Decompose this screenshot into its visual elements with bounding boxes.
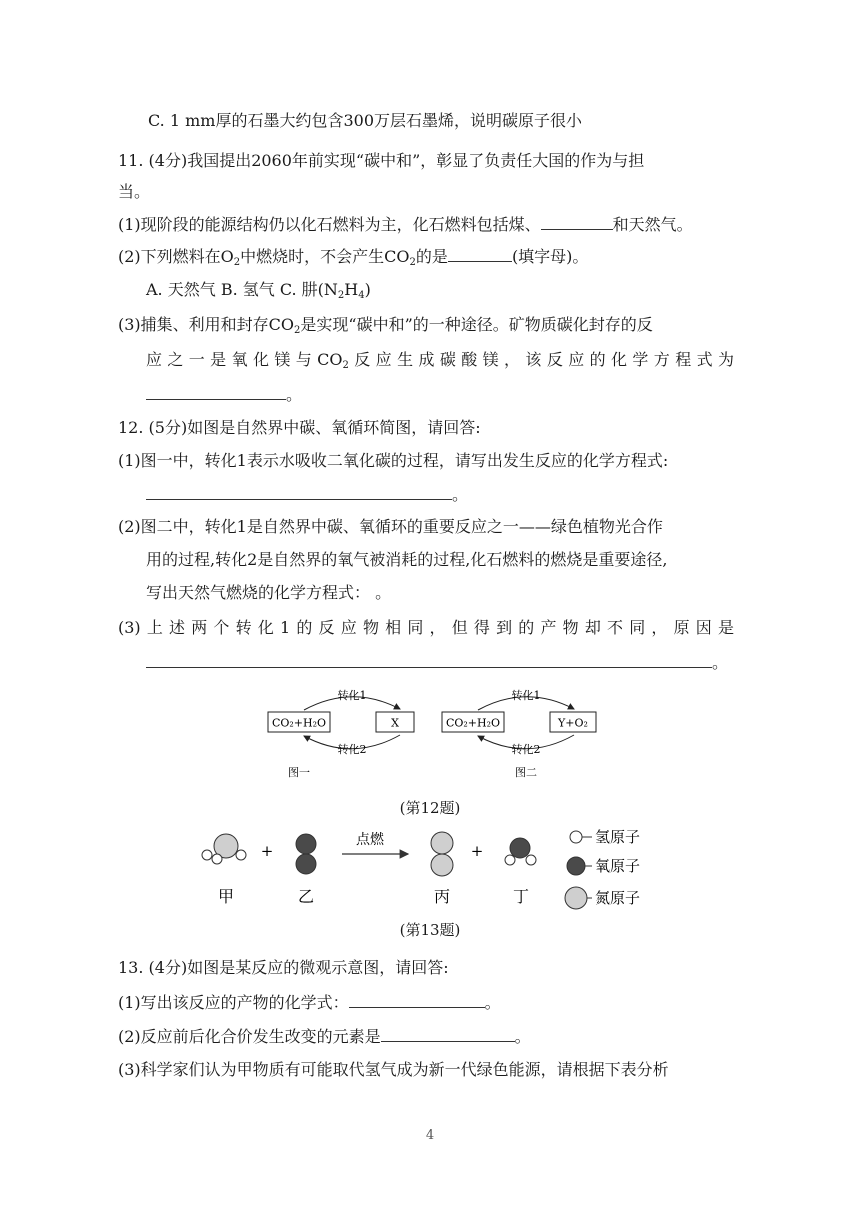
answer-blank[interactable] xyxy=(146,384,286,400)
q11-options-text: A. 天然气 B. 氢气 C. 肼(N xyxy=(146,280,338,299)
legend-nitrogen-swatch xyxy=(565,887,587,909)
period: 。 xyxy=(286,385,303,404)
page-number: 4 xyxy=(425,1128,435,1143)
q13-part1 xyxy=(118,992,501,1013)
answer-blank[interactable] xyxy=(146,484,452,500)
q11-stem: 11. (4分)我国提出2060年前实现“碳中和”，彰显了负责任大国的作为与担 xyxy=(118,151,645,170)
q11-part3-text: (3)捕集、利用和封存CO xyxy=(118,315,295,334)
subscript: 2 xyxy=(294,325,301,336)
q11-part3-text: 反应生成碳酸镁，该反应的化学方程式为 xyxy=(348,350,734,369)
arrow-label-2: 转化2 xyxy=(337,743,367,756)
q11-options-text: H xyxy=(344,280,359,299)
arrow-label-1: 转化1 xyxy=(337,689,367,702)
q12-part2-line3: 写出天然气燃烧的化学方程式： 。 xyxy=(146,583,392,602)
q12-part3: (3)上述两个转化1的反应物相同，但得到的产物却不同，原因是 xyxy=(118,618,734,637)
q12-stem: 12. (5分)如图是自然界中碳、氧循环简图，请回答: xyxy=(118,418,481,437)
q13-part3: (3)科学家们认为甲物质有可能取代氢气成为新一代绿色能源，请根据下表分析 xyxy=(118,1060,669,1079)
legend-oxygen-label: 氧原子 xyxy=(595,857,641,875)
legend-oxygen-swatch xyxy=(567,857,585,875)
product-label: Y+O₂ xyxy=(558,716,588,730)
period: 。 xyxy=(712,653,729,672)
q11-part1 xyxy=(118,214,693,235)
subscript: 2 xyxy=(233,257,241,268)
caption-13: (第13题) xyxy=(399,921,461,939)
q11-part3-line3 xyxy=(146,384,302,405)
q11-options xyxy=(146,280,371,300)
q11-part2-text: (2)下列燃料在O xyxy=(118,247,234,266)
q13-stem: 13. (4分)如图是某反应的微观示意图，请回答: xyxy=(118,958,449,977)
figure-label: 图一 xyxy=(288,766,310,779)
plus-sign: + xyxy=(470,842,484,860)
product-label: X xyxy=(391,716,399,730)
subscript: 2 xyxy=(409,257,416,268)
oxygen-atom xyxy=(510,838,530,858)
period: 。 xyxy=(484,993,501,1012)
q12-part3-answer xyxy=(146,652,728,673)
subscript: 2 xyxy=(342,360,349,371)
q11-options-text: ) xyxy=(364,280,371,299)
molecule-bing xyxy=(431,832,453,876)
plus-sign: + xyxy=(260,842,274,860)
figure-label: 图二 xyxy=(515,766,537,779)
q12-part2-line1: (2)图二中，转化1是自然界中碳、氧循环的重要反应之一——绿色植物光合作 xyxy=(118,517,663,536)
answer-blank[interactable] xyxy=(541,214,613,230)
nitrogen-atom xyxy=(431,854,453,876)
answer-blank[interactable] xyxy=(448,246,512,262)
q11-stem-cont: 当。 xyxy=(118,182,151,201)
period: 。 xyxy=(514,1027,531,1046)
label-jia: 甲 xyxy=(217,887,235,906)
legend-hydrogen-label: 氢原子 xyxy=(595,828,641,846)
answer-blank[interactable] xyxy=(381,1026,515,1042)
q11-part1-text: (1)现阶段的能源结构仍以化石燃料为主，化石燃料包括煤、 xyxy=(118,215,541,234)
hydrogen-atom xyxy=(505,855,515,865)
q11-part3 xyxy=(118,315,653,335)
q11-part1-text-end: 和天然气。 xyxy=(612,215,693,234)
answer-blank[interactable] xyxy=(146,652,712,668)
arrow-label-ignite: 点燃 xyxy=(356,832,384,848)
subscript: 4 xyxy=(358,290,365,301)
q11-part3-text: 应之一是氧化镁与CO xyxy=(146,350,343,369)
q13-part1-text: (1)写出该反应的产物的化学式： xyxy=(118,993,349,1012)
q11-part2 xyxy=(118,246,588,267)
oxygen-atom xyxy=(296,834,316,854)
label-bing: 丙 xyxy=(433,887,451,906)
q13-part2-text: (2)反应前后化合价发生改变的元素是 xyxy=(118,1027,381,1046)
q10-option-c: C. 1 mm厚的石墨大约包含300万层石墨烯，说明碳原子很小 xyxy=(148,111,582,130)
hydrogen-atom xyxy=(526,855,536,865)
nitrogen-atom xyxy=(431,832,453,854)
arrow-label-1: 转化1 xyxy=(511,689,541,702)
q12-part1-answer xyxy=(146,484,468,505)
period: 。 xyxy=(452,485,469,504)
q11-part2-text: (填字母)。 xyxy=(511,247,589,266)
q11-part2-text: 的是 xyxy=(415,247,448,266)
label-yi: 乙 xyxy=(297,887,315,906)
reactant-label: CO₂+H₂O xyxy=(445,716,501,730)
figure-12 xyxy=(260,682,620,782)
q11-part3-line2 xyxy=(146,350,734,370)
molecule-jia xyxy=(202,834,246,864)
diagram-1 xyxy=(268,688,414,779)
molecule-ding xyxy=(505,838,536,865)
label-ding: 丁 xyxy=(512,887,530,906)
legend xyxy=(565,828,640,909)
q12-part2-line2: 用的过程,转化2是自然界的氧气被消耗的过程,化石燃料的燃烧是重要途径, xyxy=(146,550,668,569)
q11-part3-text: 是实现“碳中和”的一种途径。矿物质碳化封存的反 xyxy=(300,315,653,334)
reactant-label: CO₂+H₂O xyxy=(271,716,327,730)
arrow-label-2: 转化2 xyxy=(511,743,541,756)
hydrogen-atom xyxy=(212,854,222,864)
answer-blank[interactable] xyxy=(349,992,485,1008)
diagram-2 xyxy=(442,688,596,779)
caption-12: (第12题) xyxy=(399,799,461,817)
hydrogen-atom xyxy=(202,850,212,860)
q12-part1: (1)图一中，转化1表示水吸收二氧化碳的过程，请写出发生反应的化学方程式: xyxy=(118,451,669,470)
legend-nitrogen-label: 氮原子 xyxy=(595,889,641,907)
figure-13 xyxy=(190,822,680,918)
molecule-yi xyxy=(296,834,316,874)
q13-part2 xyxy=(118,1026,531,1047)
subscript: 2 xyxy=(337,290,345,301)
hydrogen-atom xyxy=(236,850,246,860)
oxygen-atom xyxy=(296,854,316,874)
legend-hydrogen-swatch xyxy=(570,831,582,843)
q11-part2-text: 中燃烧时，不会产生CO xyxy=(240,247,410,266)
